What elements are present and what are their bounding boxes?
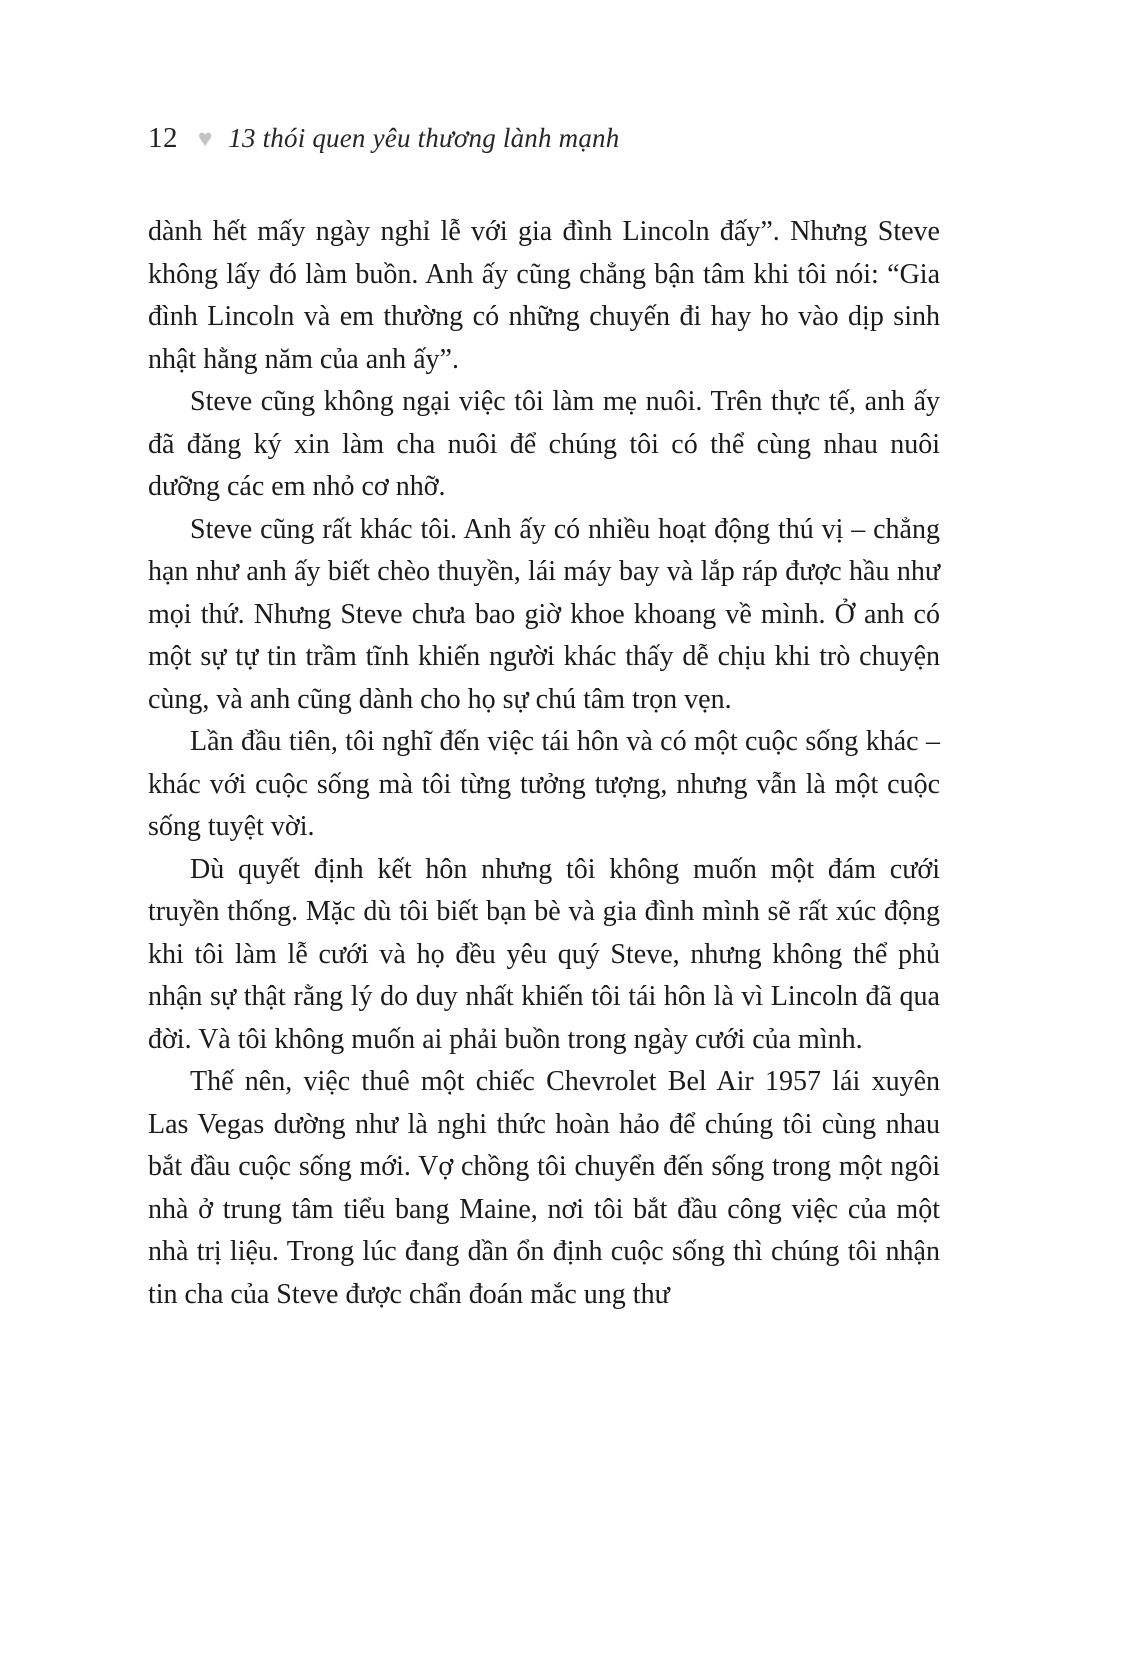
paragraph: Steve cũng rất khác tôi. Anh ấy có nhiều hoạt động thú vị – chẳng hạn như anh ấy biết chèo thuyền, lái máy bay và lắp ráp được hầu như mọi thứ. Nhưng Steve chưa bao giờ khoe khoang về mình. Ở anh có một sự tự tin trầm tĩnh khiến người khác thấy dễ chịu khi trò chuyện cùng, và anh cũng dành cho họ sự chú tâm trọn vẹn. [148,513,940,715]
heart-icon: ♥ [198,125,213,152]
page-body [148,211,940,1316]
paragraph: dành hết mấy ngày nghỉ lễ với gia đình Lincoln đấy”. Nhưng Steve không lấy đó làm buồn. Anh ấy cũng chẳng bận tâm khi tôi nói: “Gia đình Lincoln và em thường có những chuyến đi hay ho vào dịp sinh nhật hằng năm của anh ấy”. [148,216,940,375]
page-number: 12 [148,122,178,154]
page-header [148,122,940,155]
header-title: 13 thói quen yêu thương lành mạnh [228,123,620,153]
paragraph: Dù quyết định kết hôn nhưng tôi không muốn một đám cưới truyền thống. Mặc dù tôi biết bạn bè và gia đình mình sẽ rất xúc động khi tôi làm lễ cưới và họ đều yêu quý Steve, nhưng không thể phủ nhận sự thật rằng lý do duy nhất khiến tôi tái hôn là vì Lincoln đã qua đời. Và tôi không muốn ai phải buồn trong ngày cưới của mình. [148,853,940,1055]
paragraph: Lần đầu tiên, tôi nghĩ đến việc tái hôn và có một cuộc sống khác – khác với cuộc sống mà tôi từng tưởng tượng, nhưng vẫn là một cuộc sống tuyệt vời. [148,726,940,842]
paragraph: Steve cũng không ngại việc tôi làm mẹ nuôi. Trên thực tế, anh ấy đã đăng ký xin làm cha nuôi để chúng tôi có thể cùng nhau nuôi dưỡng các em nhỏ cơ nhỡ. [148,386,940,502]
paragraph: Thế nên, việc thuê một chiếc Chevrolet Bel Air 1957 lái xuyên Las Vegas dường như là nghi thức hoàn hảo để chúng tôi cùng nhau bắt đầu cuộc sống mới. Vợ chồng tôi chuyển đến sống trong một ngôi nhà ở trung tâm tiểu bang Maine, nơi tôi bắt đầu công việc của một nhà trị liệu. Trong lúc đang dần ổn định cuộc sống thì chúng tôi nhận tin cha của Steve được chẩn đoán mắc ung thư [148,1066,940,1310]
